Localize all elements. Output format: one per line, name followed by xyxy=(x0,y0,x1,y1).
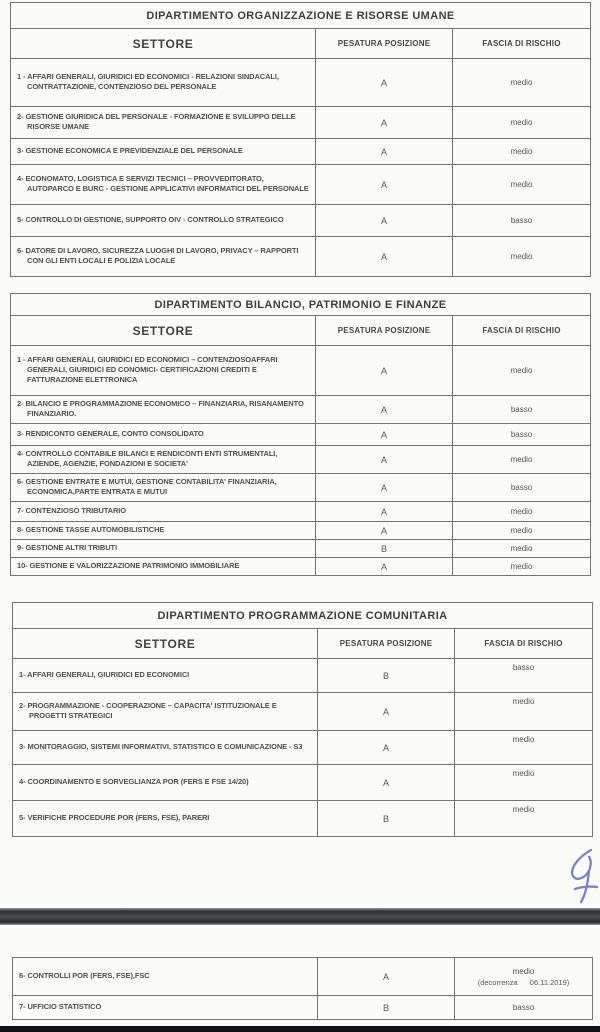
pesatura-cell: A xyxy=(316,139,453,165)
column-header-settore: SETTORE xyxy=(11,316,316,346)
table-row xyxy=(11,165,591,205)
table-row xyxy=(11,139,591,165)
settore-cell: 2- BILANCIO E PROGRAMMAZIONE ECONOMICO – FINANZIARIA, RISANAMENTO FINANZIARIO. xyxy=(11,396,316,424)
table-row xyxy=(11,558,591,576)
table-title: DIPARTIMENTO ORGANIZZAZIONE E RISORSE UMANE xyxy=(11,3,591,29)
table-row xyxy=(11,59,591,107)
pesatura-cell: A xyxy=(316,237,453,277)
fascia-cell: medio xyxy=(453,237,591,277)
pesatura-cell: A xyxy=(316,205,453,237)
table-row xyxy=(13,801,593,837)
pesatura-cell: B xyxy=(318,801,455,837)
continuation-table xyxy=(12,957,593,1020)
pesatura-cell: A xyxy=(316,346,453,396)
fascia-cell: basso xyxy=(453,424,591,446)
settore-cell: 8- GESTIONE TASSE AUTOMOBILISTICHE xyxy=(11,522,316,540)
table-row xyxy=(11,107,591,139)
fascia-cell: medio xyxy=(455,693,593,731)
table-title-row xyxy=(13,603,593,629)
settore-cell: 7- CONTENZIOSO TRIBUTARIO xyxy=(11,502,316,522)
column-header-pesatura: PESATURA POSIZIONE xyxy=(316,29,453,59)
settore-cell: 5- VERIFICHE PROCEDURE POR (FERS, FSE), PARERI xyxy=(13,801,318,837)
column-header-settore: SETTORE xyxy=(13,629,318,659)
settore-cell: 1- AFFARI GENERALI, GIURIDICI ED ECONOMICI xyxy=(13,659,318,693)
table-row xyxy=(11,346,591,396)
fascia-cell: medio xyxy=(455,731,593,765)
settore-cell: 3- GESTIONE ECONOMICA E PREVIDENZIALE DEL PERSONALE xyxy=(11,139,316,165)
column-header-fascia: FASCIA DI RISCHIO xyxy=(453,29,591,59)
pesatura-cell: A xyxy=(318,693,455,731)
department-table-bilancio xyxy=(10,293,591,576)
fascia-cell: basso xyxy=(453,474,591,502)
fascia-cell: basso xyxy=(455,996,593,1020)
column-header-settore: SETTORE xyxy=(11,29,316,59)
settore-cell: 6- GESTIONE ENTRATE E MUTUI, GESTIONE CONTABILITA' FINANZIARIA, ECONOMICA,PARTE ENTRATA E MUTUI xyxy=(11,474,316,502)
pesatura-cell: A xyxy=(318,958,455,996)
table-row xyxy=(13,731,593,765)
fascia-value: medio xyxy=(512,966,535,976)
bottom-scan-edge-bar xyxy=(0,1026,600,1032)
department-table-programmazione xyxy=(12,602,593,837)
settore-cell: 10- GESTIONE E VALORIZZAZIONE PATRIMONIO IMMOBILIARE xyxy=(11,558,316,576)
table-row xyxy=(11,502,591,522)
pesatura-cell: A xyxy=(316,165,453,205)
fascia-decorrenza-note: (decorrenza 06.11.2019) xyxy=(477,977,570,987)
table-row xyxy=(11,396,591,424)
fascia-cell: medio xyxy=(455,765,593,801)
table-row xyxy=(13,996,593,1020)
table-row xyxy=(11,446,591,474)
fascia-cell: medio xyxy=(453,558,591,576)
settore-cell: 2- GESTIONE GIURIDICA DEL PERSONALE - FORMAZIONE E SVILUPPO DELLE RISORSE UMANE xyxy=(11,107,316,139)
pesatura-cell: A xyxy=(316,446,453,474)
pesatura-cell: A xyxy=(316,396,453,424)
table-title: DIPARTIMENTO PROGRAMMAZIONE COMUNITARIA xyxy=(13,603,593,629)
table-row xyxy=(13,659,593,693)
pesatura-cell: A xyxy=(318,731,455,765)
settore-cell: 9- GESTIONE ALTRI TRIBUTI xyxy=(11,540,316,558)
settore-cell: 3- MONITORAGGIO, SISTEMI INFORMATIVI, STATISTICO E COMUNICAZIONE - S3 xyxy=(13,731,318,765)
settore-cell: 6- DATORE DI LAVORO, SICUREZZA LUOGHI DI LAVORO, PRIVACY – RAPPORTI CON GLI ENTI LOCALI E POLIZIA LOCALE xyxy=(11,237,316,277)
fascia-cell: medio xyxy=(453,139,591,165)
table-row xyxy=(13,765,593,801)
page-break-bar xyxy=(0,908,600,925)
settore-cell: 7- UFFICIO STATISTICO xyxy=(13,996,318,1020)
settore-cell: 4- CONTROLLO CONTABILE BILANCI E RENDICONTI ENTI STRUMENTALI, AZIENDE, AGENZIE, FONDAZIONI E SOCIETA' xyxy=(11,446,316,474)
settore-cell: 2- PROGRAMMAZIONE - COOPERAZIONE – CAPACITA' ISTITUZIONALE E PROGETTI STRATEGICI xyxy=(13,693,318,731)
settore-cell: 1 - AFFARI GENERALI, GIURIDICI ED ECONOMICI - RELAZIONI SINDACALI, CONTRATTAZIONE, CONTENZIOSO DEL PERSONALE xyxy=(11,59,316,107)
fascia-cell: basso xyxy=(453,205,591,237)
settore-cell: 5- CONTROLLO DI GESTIONE, SUPPORTO OIV - CONTROLLO STRATEGICO xyxy=(11,205,316,237)
table-row xyxy=(11,237,591,277)
pesatura-cell: A xyxy=(318,765,455,801)
fascia-cell: medio xyxy=(453,540,591,558)
table-title-row xyxy=(11,3,591,29)
table-row xyxy=(11,522,591,540)
table-title: DIPARTIMENTO BILANCIO, PATRIMONIO E FINANZE xyxy=(11,294,591,316)
column-header-pesatura: PESATURA POSIZIONE xyxy=(316,316,453,346)
table-row xyxy=(11,205,591,237)
pesatura-cell: B xyxy=(316,540,453,558)
settore-cell: 6- CONTROLLI POR (FERS, FSE),FSC xyxy=(13,958,318,996)
pesatura-cell: B xyxy=(318,659,455,693)
table-title-row xyxy=(11,294,591,316)
pesatura-cell: A xyxy=(316,107,453,139)
fascia-cell: basso xyxy=(455,659,593,693)
handwritten-mark xyxy=(561,845,600,905)
fascia-cell: medio xyxy=(453,502,591,522)
fascia-cell: medio xyxy=(453,107,591,139)
fascia-cell: medio xyxy=(455,801,593,837)
pesatura-cell: A xyxy=(316,59,453,107)
pesatura-cell: A xyxy=(316,522,453,540)
table-header-row xyxy=(11,316,591,346)
pesatura-cell: A xyxy=(316,502,453,522)
table-row xyxy=(11,424,591,446)
fascia-cell: medio xyxy=(453,59,591,107)
pesatura-cell: B xyxy=(318,996,455,1020)
column-header-fascia: FASCIA DI RISCHIO xyxy=(455,629,593,659)
fascia-cell: basso xyxy=(453,396,591,424)
fascia-cell: medio xyxy=(453,446,591,474)
table-row xyxy=(11,540,591,558)
table-row xyxy=(13,693,593,731)
settore-cell: 3- RENDICONTO GENERALE, CONTO CONSOLIDATO xyxy=(11,424,316,446)
column-header-fascia: FASCIA DI RISCHIO xyxy=(453,316,591,346)
pesatura-cell: A xyxy=(316,424,453,446)
pesatura-cell: A xyxy=(316,474,453,502)
fascia-cell xyxy=(455,958,593,996)
fascia-cell: medio xyxy=(453,346,591,396)
fascia-cell: medio xyxy=(453,522,591,540)
table-row xyxy=(11,474,591,502)
settore-cell: 4- ECONOMATO, LOGISTICA E SERVIZI TECNICI – PROVVEDITORATO, AUTOPARCO E BURC - GESTIONE APPLICATIVI INFORMATICI DEL PERSONALE xyxy=(11,165,316,205)
table-row xyxy=(13,958,593,996)
fascia-cell: medio xyxy=(453,165,591,205)
pesatura-cell: A xyxy=(316,558,453,576)
table-header-row xyxy=(13,629,593,659)
settore-cell: 1 - AFFARI GENERALI, GIURIDICI ED ECONOMICI – CONTENZIOSOAFFARI GENERALI, GIURIDICI ED CONOMICI- CERTIFICAZIONI CREDITI E FATTURAZIONE ELETTRONICA xyxy=(11,346,316,396)
table-header-row xyxy=(11,29,591,59)
settore-cell: 4- COORDINAMENTO E SORVEGLIANZA POR (FERS E FSE 14/20) xyxy=(13,765,318,801)
department-table-organizzazione xyxy=(10,2,591,277)
column-header-pesatura: PESATURA POSIZIONE xyxy=(318,629,455,659)
